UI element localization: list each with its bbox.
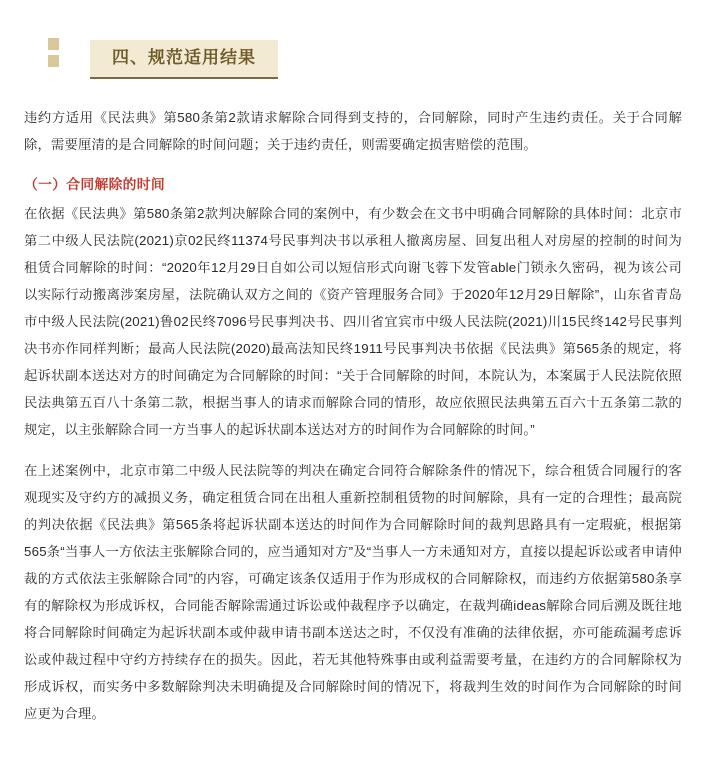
subsection-paragraph-1: 在依据《民法典》第580条第2款判决解除合同的案例中，有少数会在文书中明确合同解除的具体时间：北京市第二中级人民法院(2021)京02民终11374号民事判决书以承租人撤离房屋、回复出租人对房屋的控制的时间为租赁合同解除的时间：“2020年12月29日自如公司以短信形式向谢飞蓉下发管able门锁永久密码，视为该公司以实际行动搬离涉案房屋，法院确认双方之间的《资产管理服务合同》于2020年12月29日解除”，山东省青岛市中级人民法院(2021)鲁02民终7096号民事判决书、四川省宜宾市中级人民法院(2021)川15民终142号民事判决书亦作同样判断；最高人民法院(2020)最高法知民终1911号民事判决书依据《民法典》第565条的规定，将起诉状副本送达对方的时间确定为合同解除的时间：“关于合同解除的时间，本院认为，本案属于人民法院依照民法典第五百八十条第二款，根据当事人的请求而解除合同的情形，故应依照民法典第五百六十五条第二款的规定，以主张解除合同一方当事人的起诉状副本送达对方的时间作为合同解除的时间。” <box>24 206 682 437</box>
subsection-paragraph-2: 在上述案例中，北京市第二中级人民法院等的判决在确定合同符合解除条件的情况下，综合租赁合同履行的客观现实及守约方的减损义务，确定租赁合同在出租人重新控制租赁物的时间解除，具有一定的合理性；最高院的判决依据《民法典》第565条将起诉状副本送达的时间作为合同解除时间的裁判思路具有一定瑕疵，根据第565条“当事人一方依法主张解除合同的，应当通知对方”及“当事人一方未通知对方，直接以提起诉讼或者申请仲裁的方式依法主张解除合同”的内容，可确定该条仅适用于作为形成权的合同解除权，而违约方依据第580条享有的解除权为形成诉权，合同能否解除需通过诉讼或仲裁程序予以确定，在裁判确ideas解除合同后溯及既往地将合同解除时间确定为起诉状副本或仲裁申请书副本送达之时，不仅没有准确的法律依据，亦可能疏漏考虑诉讼或仲裁过程中守约方持续存在的损失。因此，若无其他特殊事由或利益需要考量，在违约方的合同解除权为形成诉权，而实务中多数解除判决未明确提及合同解除时间的情况下，将裁判生效的时间作为合同解除的时间应更为合理。 <box>24 463 682 721</box>
subsection-title: （一）合同解除的时间 <box>24 177 165 192</box>
page-title: 四、规范适用结果 <box>112 47 256 67</box>
intro-paragraph: 违约方适用《民法典》第580条第2款请求解除合同得到支持的，合同解除，同时产生违约责任。关于合同解除，需要厘清的是合同解除的时间问题；关于违约责任，则需要确定损害赔偿的范围。 <box>24 110 682 152</box>
decorative-squares-icon <box>48 38 59 67</box>
document-page <box>0 36 706 777</box>
document-content <box>0 104 706 727</box>
section-heading-row <box>0 36 706 82</box>
section-heading-box <box>90 40 278 79</box>
